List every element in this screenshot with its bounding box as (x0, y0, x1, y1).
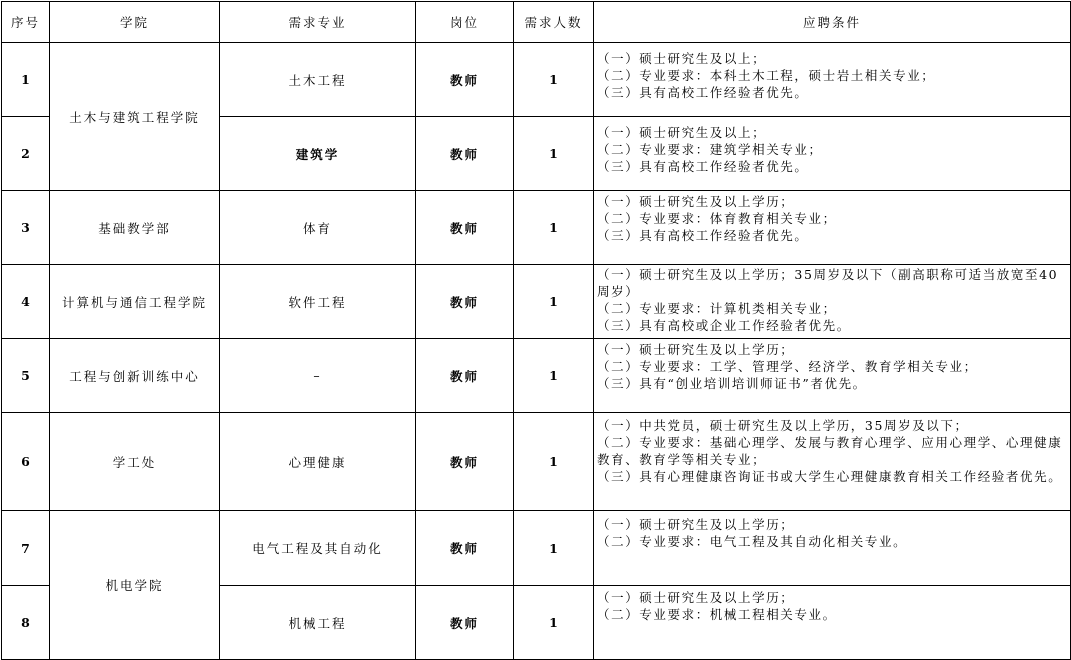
post-cell: 教师 (416, 511, 514, 586)
major-cell: 电气工程及其自动化 (220, 511, 416, 586)
conditions-cell (594, 117, 1071, 191)
header-row (2, 2, 1071, 43)
post-cell: 教师 (416, 43, 514, 117)
condition-line: （一）硕士研究生及以上； (597, 51, 767, 66)
major-cell: 土木工程 (220, 43, 416, 117)
college-cell: 机电学院 (50, 511, 220, 660)
row-number: 6 (2, 413, 50, 511)
condition-line: （一）硕士研究生及以上学历； (597, 517, 795, 532)
header-major: 需求专业 (220, 2, 416, 43)
count-cell: 1 (514, 511, 594, 586)
count-cell: 1 (514, 265, 594, 339)
post-cell: 教师 (416, 265, 514, 339)
row-number: 7 (2, 511, 50, 586)
college-cell: 学工处 (50, 413, 220, 511)
condition-line: （一）中共党员，硕士研究生及以上学历，35周岁及以下； (597, 418, 969, 433)
condition-line: （二）专业要求：机械工程相关专业。 (597, 607, 837, 622)
condition-line: （三）具有“创业培训培训师证书”者优先。 (597, 376, 867, 391)
header-count: 需求人数 (514, 2, 594, 43)
table-row (2, 191, 1071, 265)
conditions-cell (594, 586, 1071, 660)
condition-line: （三）具有高校工作经验者优先。 (597, 159, 809, 174)
condition-line: （三）具有心理健康咨询证书或大学生心理健康教育相关工作经验者优先。 (597, 469, 1063, 484)
header-no: 序号 (2, 2, 50, 43)
major-cell: 软件工程 (220, 265, 416, 339)
college-cell: 计算机与通信工程学院 (50, 265, 220, 339)
header-college: 学院 (50, 2, 220, 43)
recruitment-table (1, 1, 1071, 660)
table-row (2, 413, 1071, 511)
count-cell: 1 (514, 586, 594, 660)
condition-line: （二）专业要求：基础心理学、发展与教育心理学、应用心理学、心理健康教育、教育学等相关专业； (597, 435, 1063, 467)
major-cell: 心理健康 (220, 413, 416, 511)
post-cell: 教师 (416, 191, 514, 265)
row-number: 8 (2, 586, 50, 660)
condition-line: （二）专业要求：建筑学相关专业； (597, 142, 823, 157)
condition-line: （二）专业要求：工学、管理学、经济学、教育学相关专业； (597, 359, 978, 374)
header-post: 岗位 (416, 2, 514, 43)
post-cell: 教师 (416, 586, 514, 660)
college-cell: 工程与创新训练中心 (50, 339, 220, 413)
condition-line: （三）具有高校工作经验者优先。 (597, 228, 809, 243)
condition-line: （二）专业要求：电气工程及其自动化相关专业。 (597, 534, 908, 549)
college-cell: 基础教学部 (50, 191, 220, 265)
condition-line: （一）硕士研究生及以上学历； (597, 590, 795, 605)
row-number: 5 (2, 339, 50, 413)
conditions-cell (594, 413, 1071, 511)
college-cell: 土木与建筑工程学院 (50, 43, 220, 191)
table-row (2, 43, 1071, 117)
condition-line: （一）硕士研究生及以上学历； (597, 342, 795, 357)
major-cell: 机械工程 (220, 586, 416, 660)
conditions-cell (594, 339, 1071, 413)
major-cell: 体育 (220, 191, 416, 265)
condition-line: （二）专业要求：体育教育相关专业； (597, 211, 837, 226)
count-cell: 1 (514, 191, 594, 265)
count-cell: 1 (514, 339, 594, 413)
post-cell: 教师 (416, 413, 514, 511)
table-row (2, 339, 1071, 413)
conditions-cell (594, 191, 1071, 265)
condition-line: （一）硕士研究生及以上学历； (597, 194, 795, 209)
major-cell: – (220, 339, 416, 413)
table-row (2, 265, 1071, 339)
condition-line: （三）具有高校工作经验者优先。 (597, 85, 809, 100)
major-cell: 建筑学 (220, 117, 416, 191)
row-number: 4 (2, 265, 50, 339)
post-cell: 教师 (416, 117, 514, 191)
row-number: 3 (2, 191, 50, 265)
count-cell: 1 (514, 413, 594, 511)
condition-line: （二）专业要求：计算机类相关专业； (597, 301, 837, 316)
condition-line: （一）硕士研究生及以上； (597, 125, 767, 140)
post-cell: 教师 (416, 339, 514, 413)
conditions-cell (594, 43, 1071, 117)
count-cell: 1 (514, 117, 594, 191)
condition-line: （二）专业要求：本科土木工程，硕士岩土相关专业； (597, 68, 936, 83)
header-conditions: 应聘条件 (594, 2, 1071, 43)
row-number: 2 (2, 117, 50, 191)
conditions-cell (594, 511, 1071, 586)
condition-line: （三）具有高校或企业工作经验者优先。 (597, 318, 851, 333)
condition-line: （一）硕士研究生及以上学历；35周岁及以下（副高职称可适当放宽至40周岁） (597, 267, 1059, 299)
table-row (2, 511, 1071, 586)
conditions-cell (594, 265, 1071, 339)
count-cell: 1 (514, 43, 594, 117)
row-number: 1 (2, 43, 50, 117)
